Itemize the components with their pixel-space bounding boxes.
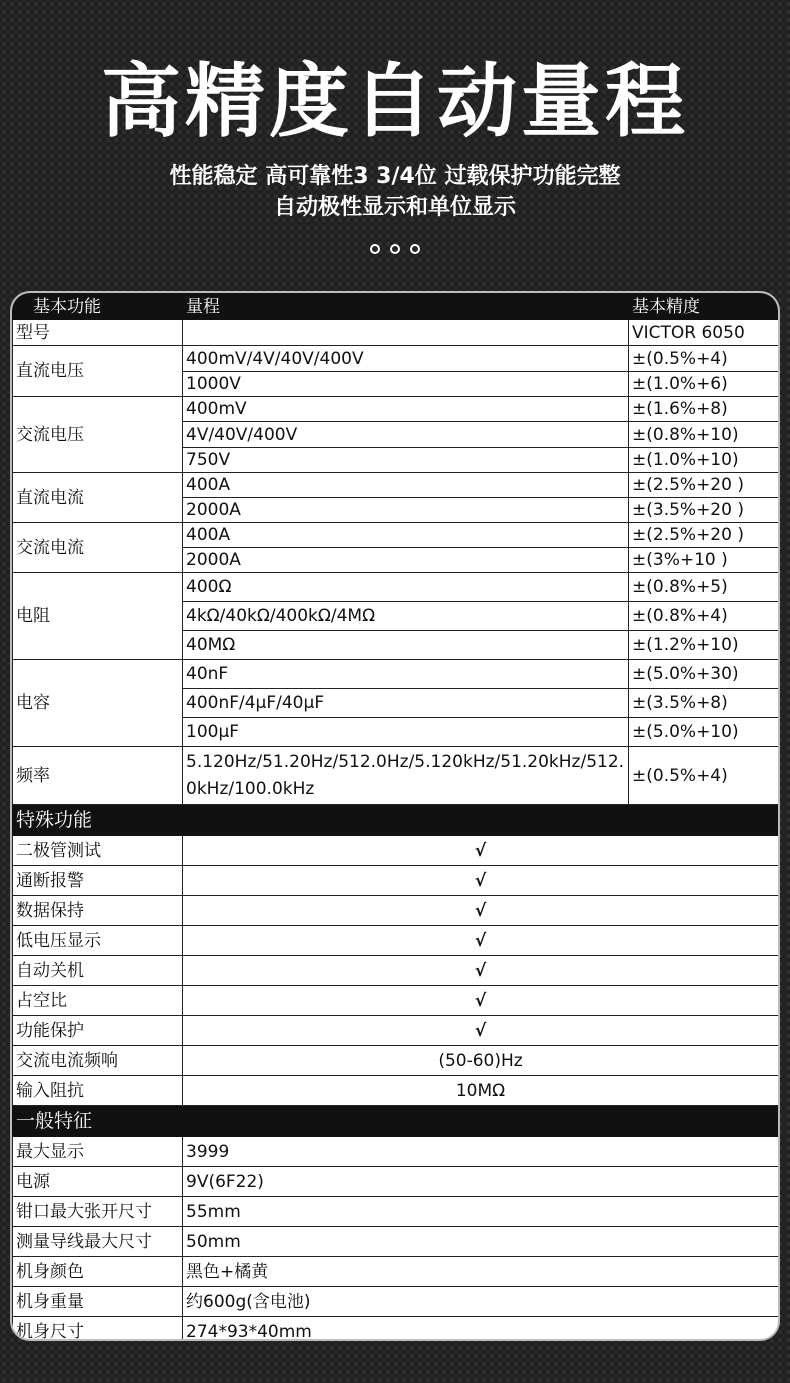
freq-label: 频率 xyxy=(13,747,183,805)
freq-range: 5.120Hz/51.20Hz/512.0Hz/5.120kHz/51.20kHz/512.0kHz/100.0kHz xyxy=(183,747,629,805)
spec-value: 约600g(含电池) xyxy=(183,1287,779,1317)
cap-label: 电容 xyxy=(13,660,183,747)
accuracy-cell: ±(3.5%+8) xyxy=(629,689,779,718)
spec-label: 最大显示 xyxy=(13,1137,183,1167)
accuracy-cell: ±(0.8%+10) xyxy=(629,422,779,448)
accuracy-cell: ±(0.8%+4) xyxy=(629,602,779,631)
range-cell: 4V/40V/400V xyxy=(183,422,629,448)
table-row xyxy=(13,836,779,866)
spec-value: 3999 xyxy=(183,1137,779,1167)
decorative-dots xyxy=(0,239,790,255)
feature-label: 输入阻抗 xyxy=(13,1076,183,1106)
range-cell: 400mV xyxy=(183,397,629,422)
table-row xyxy=(13,660,779,689)
range-cell: 100μF xyxy=(183,718,629,747)
header-range: 量程 xyxy=(183,294,629,320)
accuracy-cell: ±(5.0%+30) xyxy=(629,660,779,689)
dcv-label: 直流电压 xyxy=(13,346,183,397)
table-row xyxy=(13,926,779,956)
table-row xyxy=(13,747,779,805)
table-row xyxy=(13,1046,779,1076)
general-section-title: 一般特征 xyxy=(13,1106,779,1137)
table-row xyxy=(13,1016,779,1046)
range-cell: 400A xyxy=(183,523,629,548)
table-header-row xyxy=(13,294,779,320)
range-cell: 40MΩ xyxy=(183,631,629,660)
spec-label: 机身尺寸 xyxy=(13,1317,183,1342)
dca-label: 直流电流 xyxy=(13,473,183,523)
header-accuracy: 基本精度 xyxy=(629,294,779,320)
range-cell: 400Ω xyxy=(183,573,629,602)
table-row xyxy=(13,1257,779,1287)
range-cell: 2000A xyxy=(183,548,629,573)
aca-label: 交流电流 xyxy=(13,523,183,573)
accuracy-cell: ±(1.6%+8) xyxy=(629,397,779,422)
spec-table xyxy=(12,293,779,1341)
feature-label: 数据保持 xyxy=(13,896,183,926)
subtitle-line-2: 自动极性显示和单位显示 xyxy=(273,195,516,220)
circle-icon xyxy=(370,244,380,254)
check-icon: √ xyxy=(183,1016,779,1046)
spec-label: 机身颜色 xyxy=(13,1257,183,1287)
range-cell: 400mV/4V/40V/400V xyxy=(183,346,629,372)
feature-label: 功能保护 xyxy=(13,1016,183,1046)
table-row xyxy=(13,986,779,1016)
model-label: 型号 xyxy=(13,320,183,346)
check-icon: √ xyxy=(183,926,779,956)
table-row xyxy=(13,1167,779,1197)
check-icon: √ xyxy=(183,866,779,896)
special-section-title: 特殊功能 xyxy=(13,805,779,836)
table-row xyxy=(13,866,779,896)
table-row xyxy=(13,523,779,548)
spec-value: 274*93*40mm xyxy=(183,1317,779,1342)
spec-label: 钳口最大张开尺寸 xyxy=(13,1197,183,1227)
check-icon: √ xyxy=(183,836,779,866)
accuracy-cell: ±(3.5%+20 ) xyxy=(629,498,779,523)
table-row xyxy=(13,397,779,422)
range-cell: 400A xyxy=(183,473,629,498)
table-row xyxy=(13,1317,779,1342)
circle-icon xyxy=(410,244,420,254)
range-cell: 400nF/4μF/40μF xyxy=(183,689,629,718)
accuracy-cell: ±(1.0%+6) xyxy=(629,372,779,397)
spec-value: 50mm xyxy=(183,1227,779,1257)
spec-value: 黑色+橘黄 xyxy=(183,1257,779,1287)
table-row xyxy=(13,573,779,602)
circle-icon xyxy=(390,244,400,254)
feature-label: 占空比 xyxy=(13,986,183,1016)
feature-label: 低电压显示 xyxy=(13,926,183,956)
table-row xyxy=(13,346,779,372)
table-row xyxy=(13,1197,779,1227)
accuracy-cell: ±(1.2%+10) xyxy=(629,631,779,660)
accuracy-cell: ±(2.5%+20 ) xyxy=(629,473,779,498)
spec-label: 电源 xyxy=(13,1167,183,1197)
accuracy-cell: ±(3%+10 ) xyxy=(629,548,779,573)
table-row xyxy=(13,896,779,926)
spec-table-card xyxy=(10,291,780,1341)
header-function: 基本功能 xyxy=(13,294,183,320)
section-header-row xyxy=(13,1106,779,1137)
range-cell: 4kΩ/40kΩ/400kΩ/4MΩ xyxy=(183,602,629,631)
subtitle-line-1: 性能稳定 高可靠性3 3/4位 过载保护功能完整 xyxy=(169,164,621,189)
section-header-row xyxy=(13,805,779,836)
feature-label: 自动关机 xyxy=(13,956,183,986)
table-row xyxy=(13,473,779,498)
spec-label: 测量导线最大尺寸 xyxy=(13,1227,183,1257)
range-cell: 1000V xyxy=(183,372,629,397)
freq-accuracy: ±(0.5%+4) xyxy=(629,747,779,805)
page-title: 高精度自动量程 xyxy=(101,55,689,148)
range-cell: 2000A xyxy=(183,498,629,523)
table-row xyxy=(13,1137,779,1167)
model-value: VICTOR 6050 xyxy=(629,320,779,346)
spec-value: 55mm xyxy=(183,1197,779,1227)
feature-label: 二极管测试 xyxy=(13,836,183,866)
table-row xyxy=(13,1287,779,1317)
acv-label: 交流电压 xyxy=(13,397,183,473)
feature-value: (50-60)Hz xyxy=(183,1046,779,1076)
range-cell: 750V xyxy=(183,448,629,473)
accuracy-cell: ±(0.5%+4) xyxy=(629,346,779,372)
spec-label: 机身重量 xyxy=(13,1287,183,1317)
accuracy-cell: ±(0.8%+5) xyxy=(629,573,779,602)
table-row xyxy=(13,956,779,986)
accuracy-cell: ±(2.5%+20 ) xyxy=(629,523,779,548)
feature-label: 交流电流频响 xyxy=(13,1046,183,1076)
table-row xyxy=(13,1227,779,1257)
feature-value: 10MΩ xyxy=(183,1076,779,1106)
range-cell: 40nF xyxy=(183,660,629,689)
check-icon: √ xyxy=(183,986,779,1016)
model-range-empty xyxy=(183,320,629,346)
feature-label: 通断报警 xyxy=(13,866,183,896)
accuracy-cell: ±(5.0%+10) xyxy=(629,718,779,747)
table-row xyxy=(13,1076,779,1106)
check-icon: √ xyxy=(183,896,779,926)
accuracy-cell: ±(1.0%+10) xyxy=(629,448,779,473)
check-icon: √ xyxy=(183,956,779,986)
res-label: 电阻 xyxy=(13,573,183,660)
table-row xyxy=(13,320,779,346)
spec-value: 9V(6F22) xyxy=(183,1167,779,1197)
